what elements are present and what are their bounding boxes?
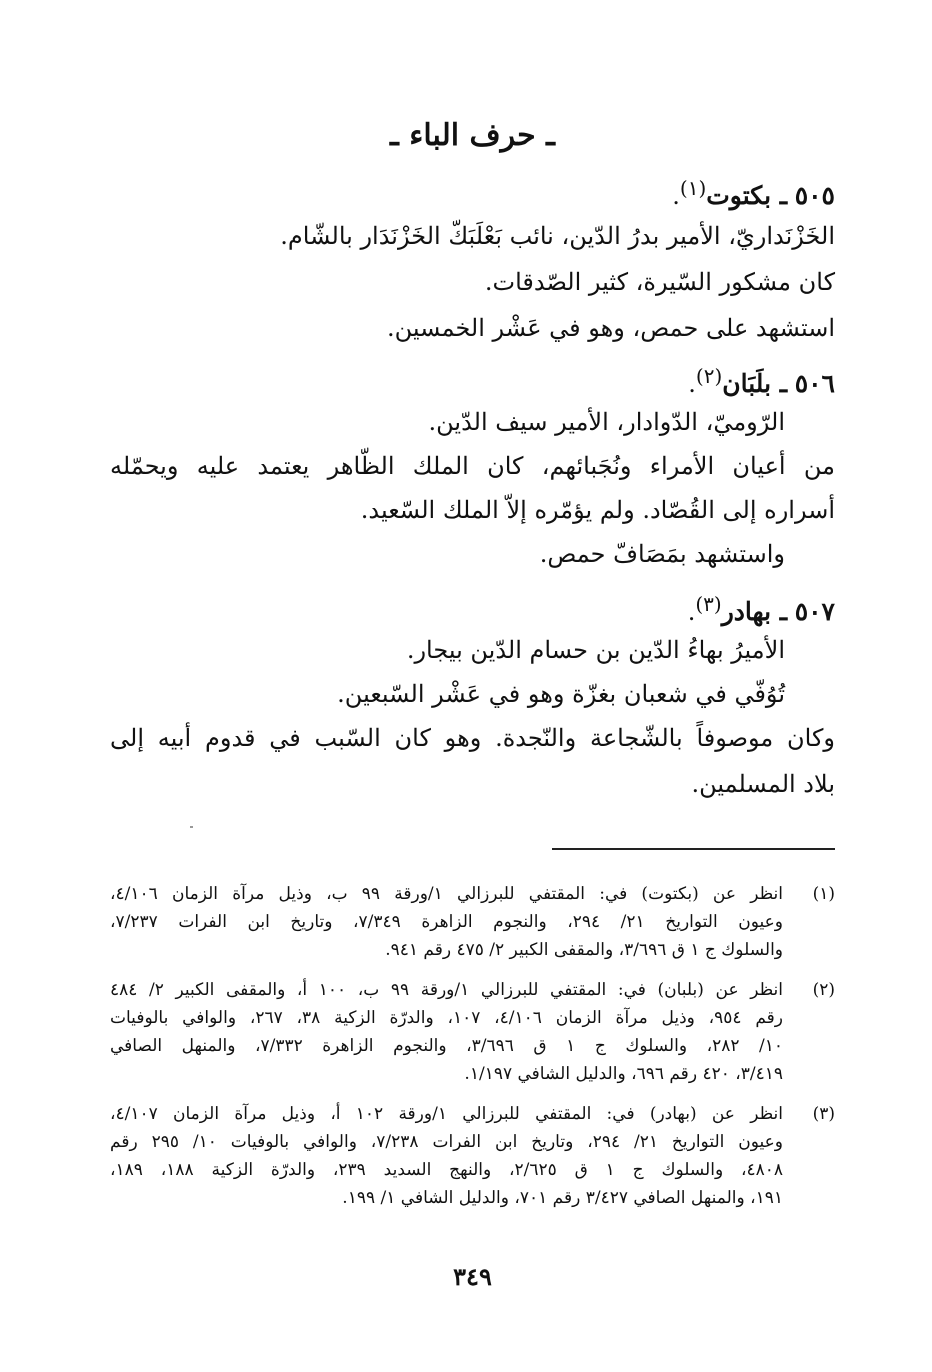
footnote-line: ١٩١، والمنهل الصافي ٣/٤٢٧ رقم ٧٠١، والدليل الشافي ١/ ١٩٩. [342,1188,783,1208]
entry-text-line: من أعيان الأمراء ونُجَبائهم، كان الملك الظّاهر يعتمد عليه ويحمّله [110,452,836,480]
footnote-line: وعيون التواريخ ٢١/ ٢٩٤، وتاريخ ابن الفرات ٧/٢٣٨، والوافي بالوفيات ١٠/ ٢٩٥ رقم [110,1132,783,1152]
entry-name: بكتوت [706,181,772,210]
entry-number: ٥٠٦ [794,369,835,398]
entry-text-line: كان مشكور السّيرة، كثير الصّدقات. [484,268,835,296]
footnote-line: انظر عن (بلبان) في: المقتفي للبرزالي ١/ورقة ٩٩ ب، ١٠٠ أ، والمقفى الكبير ٢/ ٤٨٤ [110,980,783,1000]
entry-text-line: الرّوميّ، الدّوادار، الأمير سيف الدّين. [428,408,785,436]
footnote-number: (٢) [812,980,835,1000]
entry-text-line: أسراره إلى القُصّاد. ولم يؤمّره إلاّ الملك السّعيد. [360,496,835,524]
footnote-line: انظر عن (بهادر) في: المقتفي للبرزالي ١/ورقة ١٠٢ أ، وذيل مرآة الزمان ٤/١٠٧، [110,1104,783,1124]
entry-name: بهادر [721,597,772,626]
entry-header: ٥٠٦ ـ بلَبَان$^{(٢)}$. [688,364,835,398]
entry-text-line: واستشهد بمَصَافّ حمص. [539,540,785,568]
entry-number: ٥٠٧ [794,597,835,626]
entry-number: ٥٠٥ [794,181,835,210]
footnote-line: والسلوك ج ١ ق ٣/٦٩٦، والمقفى الكبير ٢/ ٤٧٥ رقم ٩٤١. [385,940,783,960]
footnote-number: (٣) [812,1104,835,1124]
scan-speck [190,826,193,828]
entry-name: بلَبَان [722,369,772,398]
footnote-line: رقم ٩٥٤، وذيل مرآة الزمان ٤/١٠٦، ١٠٧، والدرّة الزكية ٣٨، ٢٦٧، والوافي بالوفيات [110,1008,783,1028]
page-number: ٣٤٩ [453,1262,492,1291]
footnote-marker: (١) [679,176,707,200]
entry-header: ٥٠٥ ـ بكتوت$^{(١)}$. [672,176,835,210]
footnote-text [110,1100,783,1212]
entry-header: ٥٠٧ ـ بهادر$^{(٣)}$. [687,592,835,626]
entry-text-line: الخَزْنَداريّ، الأمير بدرُ الدّين، نائب بَعْلَبَكّ الخَزْنَدَار بالشّام. [280,222,835,250]
footnote-marker: (٣) [695,592,722,616]
footnote-text [110,976,783,1088]
footnote-separator [552,848,835,850]
entry-text-line: وكان موصوفاً بالشّجاعة والنّجدة. وهو كان السّبب في قدوم أبيه إلى [110,724,835,752]
footnote-line: وعيون التواريخ ٢١/ ٢٩٤، والنجوم الزاهرة ٧/٣٤٩، وتاريخ ابن الفرات ٧/٢٣٧، [110,912,783,932]
entry-text-line: تُوُفّي في شعبان بغزّة وهو في عَشْر السّبعين. [337,680,785,708]
footnote-text [110,880,783,964]
footnote-line: ١٠/ ٢٨٢، والسلوك ج ١ ق ٣/٦٩٦، والنجوم الزاهرة ٧/٣٣٢، والمنهل الصافي [110,1036,784,1056]
footnote-line: انظر عن (بكتوت) في: المقتفي للبرزالي ١/ورقة ٩٩ ب، وذيل مرآة الزمان ٤/١٠٦، [110,884,783,904]
book-page [110,0,835,1372]
footnote-marker: (٢) [695,364,723,388]
footnote-line: ٤٨٠٨، والسلوك ج ١ ق ٢/٦٢٥، والنهج السديد ٢٣٩، والدرّة الزكية ١٨٨، ١٨٩، [110,1160,784,1180]
entry-text-line: استشهد على حمص، وهو في عَشْر الخمسين. [387,314,835,342]
entry-text-line: بلاد المسلمين. [691,770,835,798]
section-heading: ـ حرف الباء ـ [390,118,555,153]
entry-text-line: الأميرُ بهاءُ الدّين بن حسام الدّين بيجار. [406,636,785,664]
footnote-line: ٣/٤١٩، ٤٢٠ رقم ٦٩٦، والدليل الشافي ١/١٩٧. [464,1064,783,1084]
footnote-number: (١) [812,884,835,904]
